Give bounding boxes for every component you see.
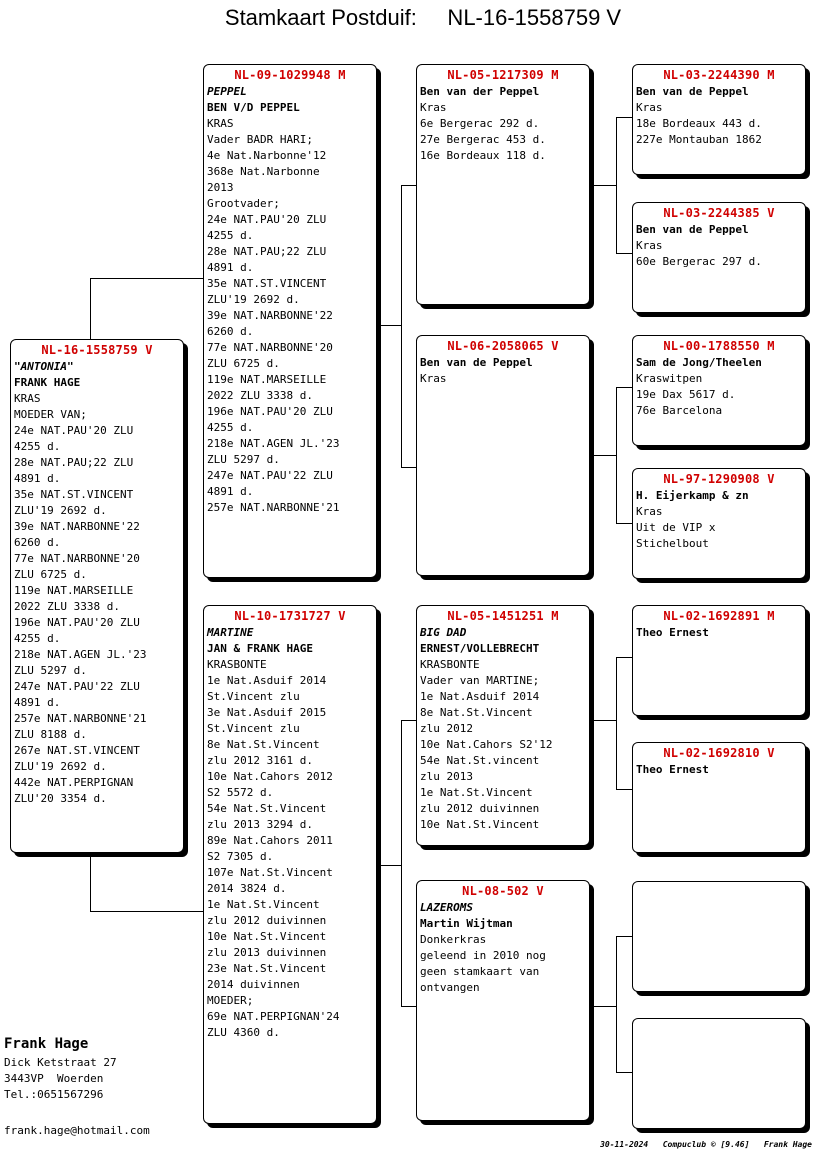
connector-line [90,278,204,279]
info-line: 4255 d. [14,632,61,645]
info-line: 39e NAT.NARBONNE'22 [14,520,140,533]
pigeon-card-fff[interactable] [632,64,806,175]
info-line: Grootvader; [207,197,280,210]
info-line: Kras [636,239,663,252]
card-body [417,84,589,164]
info-line: 247e NAT.PAU'22 ZLU [14,680,140,693]
connector-line [616,523,632,524]
pigeon-card-mother-father[interactable] [416,605,590,846]
info-line: Vader van MARTINE; [420,674,540,687]
connector-line [616,387,617,523]
card-body [417,625,589,833]
info-line: 6260 d. [207,325,254,338]
info-line: 8e Nat.St.Vincent [207,738,320,751]
breeder-name: Theo Ernest [636,626,709,639]
info-line: ZLU 5297 d. [14,664,87,677]
ring-number [633,885,805,901]
connector-line [616,117,617,253]
breeder-name: Ben van de Peppel [636,223,749,236]
card-body [417,900,589,996]
info-line: 368e Nat.Narbonne [207,165,320,178]
breeder-name: Sam de Jong/Theelen [636,356,762,369]
breeder-name: Theo Ernest [636,763,709,776]
info-line: 10e Nat.Cahors S2'12 [420,738,553,751]
info-line: 35e NAT.ST.VINCENT [207,277,327,290]
ring-number: NL-02-1692891 M [663,609,775,623]
info-line: 1e Nat.St.Vincent [207,898,320,911]
info-line: 39e NAT.NARBONNE'22 [207,309,333,322]
info-line: 227e Montauban 1862 [636,133,762,146]
pigeon-card-father[interactable] [203,64,377,578]
breeder-name: H. Eijerkamp & zn [636,489,749,502]
info-line: 76e Barcelona [636,404,723,417]
owner-email[interactable]: frank.hage@hotmail.com [4,1124,150,1137]
card-body [204,625,376,1041]
info-line: 2022 ZLU 3338 d. [207,389,313,402]
breeder-name: ERNEST/VOLLEBRECHT [420,642,540,655]
info-line: 69e NAT.PERPIGNAN'24 [207,1010,340,1023]
connector-line [616,117,632,118]
connector-line [590,455,616,456]
breeder-name: Ben van de Peppel [636,85,749,98]
info-line: 77e NAT.NARBONNE'20 [207,341,333,354]
info-line: 442e NAT.PERPIGNAN [14,776,134,789]
pigeon-card-subject[interactable] [10,339,184,853]
info-line: Kras [420,101,447,114]
info-line: geen stamkaart van [420,965,540,978]
ring-number: NL-05-1451251 M [447,609,559,623]
info-line: KRAS [207,117,234,130]
connector-line [616,936,617,1072]
info-line: Vader BADR HARI; [207,133,313,146]
card-body [417,355,589,387]
breeder-name: Ben van der Peppel [420,85,540,98]
breeder-name: BEN V/D PEPPEL [207,101,300,114]
pigeon-name: LAZEROMS [420,901,473,914]
info-line: Kraswitpen [636,372,703,385]
info-line: 18e Bordeaux 443 d. [636,117,762,130]
info-line: 10e Nat.Cahors 2012 [207,770,333,783]
pigeon-card-mmm[interactable] [632,1018,806,1129]
pigeon-card-ffm[interactable] [632,202,806,313]
info-line: 4891 d. [14,696,61,709]
info-line: KRASBONTE [420,658,480,671]
connector-line [377,865,401,866]
info-line: St.Vincent zlu [207,722,300,735]
owner-address [4,1035,117,1103]
info-line: Stichelbout [636,537,709,550]
ring-number: NL-16-1558759 V [41,343,153,357]
info-line: 2014 3824 d. [207,882,287,895]
card-body [633,222,805,270]
info-line: zlu 2012 3161 d. [207,754,313,767]
ring-number [633,1022,805,1038]
info-line: 8e Nat.St.Vincent [420,706,533,719]
info-line: ZLU 8188 d. [14,728,87,741]
ring-number: NL-03-2244385 V [663,206,775,220]
info-line: 4255 d. [207,229,254,242]
ring-number: NL-05-1217309 M [447,68,559,82]
connector-line [616,387,632,388]
ring-number: NL-10-1731727 V [234,609,346,623]
info-line: 6260 d. [14,536,61,549]
info-line: 28e NAT.PAU;22 ZLU [207,245,327,258]
page-title: Stamkaart Postduif: NL-16-1558759 V [224,5,622,30]
info-line: ontvangen [420,981,480,994]
info-line: 10e Nat.St.Vincent [207,930,327,943]
connector-line [616,657,632,658]
info-line: Donkerkras [420,933,487,946]
connector-line [401,720,417,721]
info-line: zlu 2013 duivinnen [207,946,327,959]
info-line: ZLU'19 2692 d. [14,760,107,773]
info-line: 24e NAT.PAU'20 ZLU [207,213,327,226]
card-body [633,355,805,419]
connector-line [616,936,632,937]
breeder-name: Martin Wijtman [420,917,513,930]
info-line: 28e NAT.PAU;22 ZLU [14,456,134,469]
info-line: ZLU'20 3354 d. [14,792,107,805]
info-line: KRASBONTE [207,658,267,671]
connector-line [401,185,417,186]
ring-number: NL-97-1290908 V [663,472,775,486]
footer-credit: 30-11-2024 Compuclub © [9.46] Frank Hage [600,1140,812,1149]
connector-line [616,253,632,254]
owner-name: Frank Hage [4,1036,89,1052]
pigeon-card-mother-mother[interactable] [416,880,590,1121]
owner-street: Dick Ketstraat 27 [4,1056,117,1069]
card-body [633,488,805,552]
info-line: St.Vincent zlu [207,690,300,703]
info-line: ZLU 5297 d. [207,453,280,466]
info-line: 6e Bergerac 292 d. [420,117,540,130]
connector-line [616,1072,632,1073]
connector-line [590,1006,616,1007]
info-line: 4891 d. [207,485,254,498]
info-line: MOEDER VAN; [14,408,87,421]
info-line: 16e Bordeaux 118 d. [420,149,546,162]
info-line: 2014 duivinnen [207,978,300,991]
info-line: ZLU'19 2692 d. [207,293,300,306]
info-line: 23e Nat.St.Vincent [207,962,327,975]
info-line: 4255 d. [207,421,254,434]
card-body [11,359,183,807]
info-line: S2 7305 d. [207,850,274,863]
info-line: 3e Nat.Asduif 2015 [207,706,327,719]
connector-line [377,325,401,326]
info-line: Kras [420,372,447,385]
breeder-name: Ben van de Peppel [420,356,533,369]
connector-line [401,185,402,467]
info-line: 119e NAT.MARSEILLE [14,584,134,597]
pigeon-card-father-mother[interactable] [416,335,590,576]
info-line: 24e NAT.PAU'20 ZLU [14,424,134,437]
ring-number: NL-03-2244390 M [663,68,775,82]
info-line: 247e NAT.PAU'22 ZLU [207,469,333,482]
info-line: zlu 2013 3294 d. [207,818,313,831]
pigeon-card-mother[interactable] [203,605,377,1124]
info-line: 196e NAT.PAU'20 ZLU [14,616,140,629]
info-line: 10e Nat.St.Vincent [420,818,540,831]
info-line: zlu 2012 duivinnen [207,914,327,927]
info-line: 1e Nat.St.Vincent [420,786,533,799]
connector-line [401,1006,417,1007]
info-line: 27e Bergerac 453 d. [420,133,546,146]
pigeon-name: MARTINE [207,626,254,639]
pigeon-card-mff[interactable] [632,605,806,716]
info-line: 1e Nat.Asduif 2014 [420,690,540,703]
info-line: 257e NAT.NARBONNE'21 [14,712,147,725]
info-line: ZLU 4360 d. [207,1026,280,1039]
info-line: KRAS [14,392,41,405]
info-line: 218e NAT.AGEN JL.'23 [207,437,340,450]
ring-number: NL-09-1029948 M [234,68,346,82]
pigeon-card-father-father[interactable] [416,64,590,305]
info-line: zlu 2012 [420,722,473,735]
info-line: 4e Nat.Narbonne'12 [207,149,327,162]
info-line: 89e Nat.Cahors 2011 [207,834,333,847]
connector-line [616,657,617,789]
info-line: 77e NAT.NARBONNE'20 [14,552,140,565]
info-line: 2022 ZLU 3338 d. [14,600,120,613]
pigeon-name: BIG DAD [420,626,467,639]
connector-line [401,467,417,468]
info-line: 1e Nat.Asduif 2014 [207,674,327,687]
connector-line [590,720,616,721]
info-line: 257e NAT.NARBONNE'21 [207,501,340,514]
info-line: Kras [636,101,663,114]
info-line: 218e NAT.AGEN JL.'23 [14,648,147,661]
info-line: Kras [636,505,663,518]
info-line: MOEDER; [207,994,254,1007]
info-line: 4891 d. [207,261,254,274]
info-line: 107e Nat.St.Vincent [207,866,333,879]
pigeon-name: "ANTONIA" [14,360,74,373]
pigeon-name: PEPPEL [207,85,247,98]
info-line: S2 5572 d. [207,786,274,799]
info-line: 196e NAT.PAU'20 ZLU [207,405,333,418]
connector-line [401,720,402,1006]
info-line: geleend in 2010 nog [420,949,546,962]
info-line: 35e NAT.ST.VINCENT [14,488,134,501]
info-line: 60e Bergerac 297 d. [636,255,762,268]
owner-city: 3443VP Woerden [4,1072,104,1085]
connector-line [590,185,616,186]
info-line: 2013 [207,181,234,194]
card-body [633,625,805,641]
breeder-name: JAN & FRANK HAGE [207,642,313,655]
info-line: Uit de VIP x [636,521,716,534]
info-line: 4891 d. [14,472,61,485]
pigeon-card-mfm[interactable] [632,742,806,853]
info-line: ZLU 6725 d. [14,568,87,581]
connector-line [90,911,204,912]
pigeon-card-fmm[interactable] [632,468,806,579]
card-body [633,84,805,148]
ring-number: NL-00-1788550 M [663,339,775,353]
info-line: 54e Nat.St.Vincent [207,802,327,815]
info-line: 54e Nat.St.vincent [420,754,540,767]
ring-number: NL-08-502 V [462,884,544,898]
info-line: 119e NAT.MARSEILLE [207,373,327,386]
info-line: 4255 d. [14,440,61,453]
info-line: zlu 2013 [420,770,473,783]
pigeon-card-fmf[interactable] [632,335,806,446]
ring-number: NL-06-2058065 V [447,339,559,353]
breeder-name: FRANK HAGE [14,376,81,389]
info-line: ZLU 6725 d. [207,357,280,370]
info-line: 267e NAT.ST.VINCENT [14,744,140,757]
card-body [633,762,805,778]
connector-line [616,789,632,790]
card-body [204,84,376,516]
ring-number: NL-02-1692810 V [663,746,775,760]
info-line: 19e Dax 5617 d. [636,388,736,401]
connector-line [90,853,91,912]
connector-line [90,278,91,340]
info-line: zlu 2012 duivinnen [420,802,540,815]
info-line: ZLU'19 2692 d. [14,504,107,517]
owner-phone: Tel.:0651567296 [4,1088,104,1101]
pigeon-card-mmf[interactable] [632,881,806,992]
